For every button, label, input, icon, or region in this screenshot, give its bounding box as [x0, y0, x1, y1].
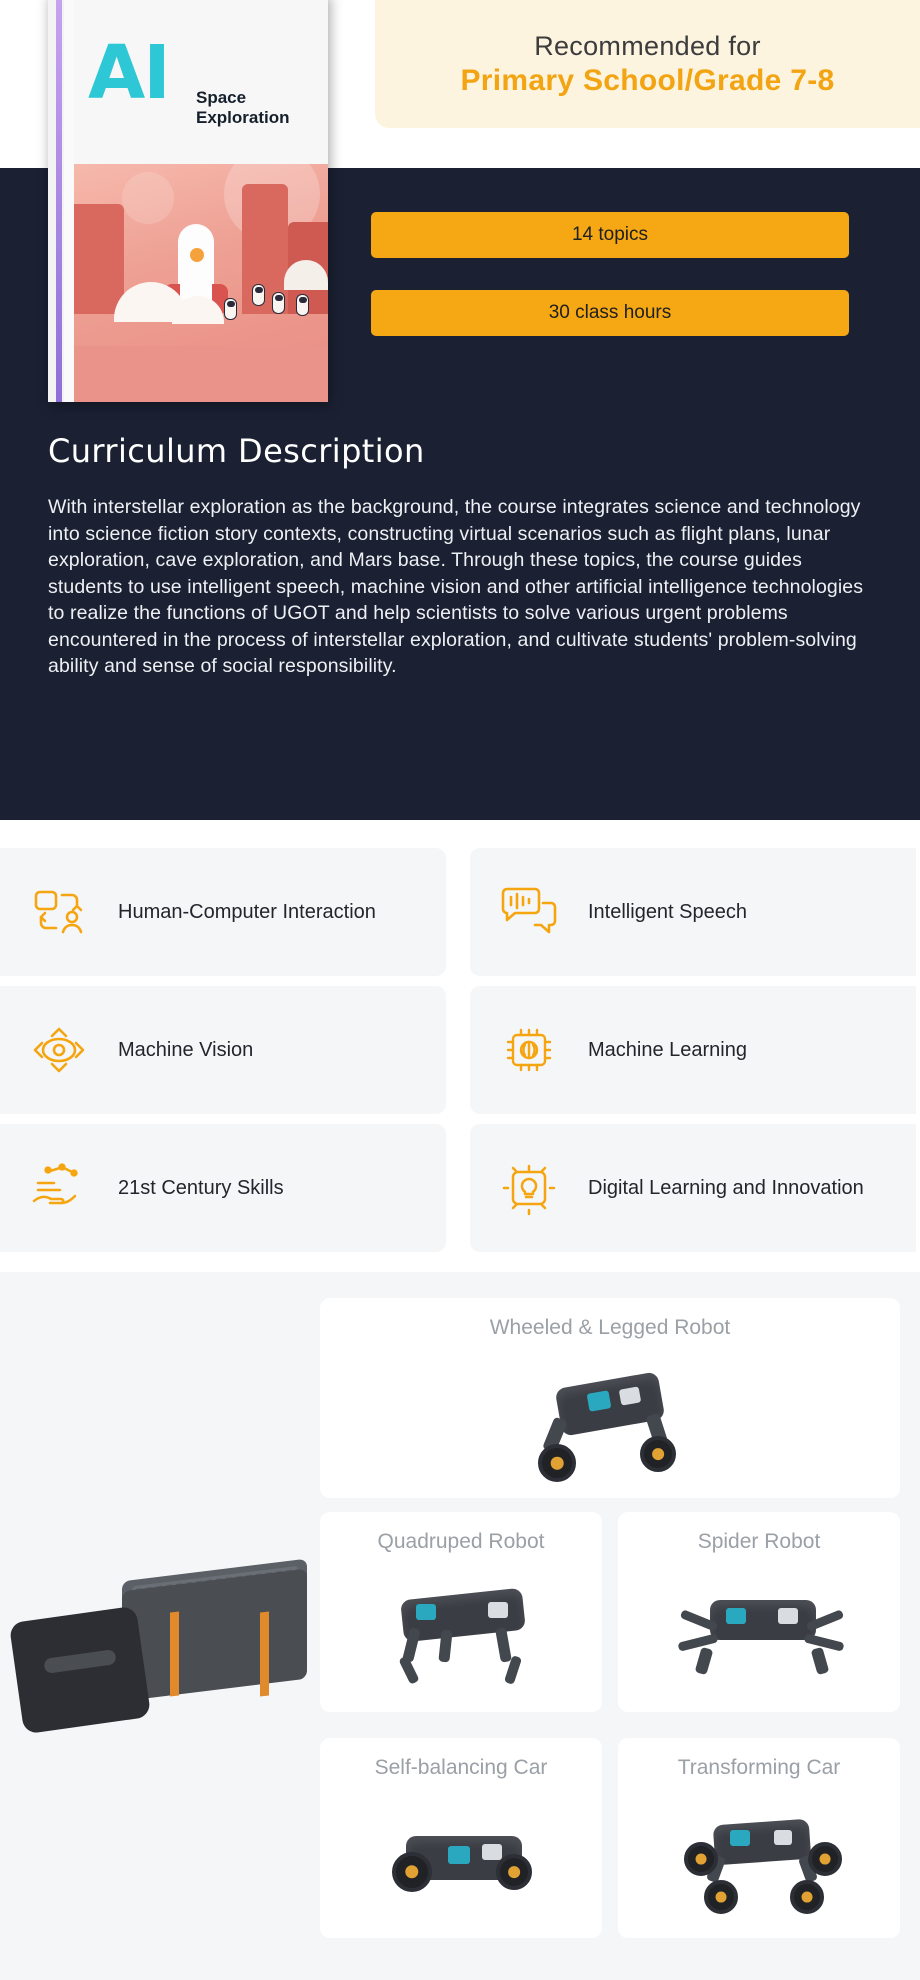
book-title-main: AI [88, 30, 169, 116]
quadruped-robot-image [320, 1570, 602, 1704]
robot-screen [416, 1604, 436, 1620]
robot-card-wheeled-legged[interactable] [320, 1298, 900, 1498]
robot-kit-box [10, 1562, 310, 1742]
speech-bubble-icon [470, 885, 588, 939]
robot-leg [695, 1647, 714, 1675]
robot-wheel [790, 1880, 824, 1914]
robot-display [488, 1602, 508, 1618]
chip-brain-icon [470, 1022, 588, 1078]
wheeled-legged-robot-image [320, 1356, 900, 1490]
robot-wheel [496, 1854, 532, 1890]
robot-card-title: Wheeled & Legged Robot [489, 1316, 731, 1339]
robot-leg [678, 1633, 719, 1651]
robot-display [482, 1844, 502, 1860]
kit-box-strap [260, 1611, 269, 1696]
feature-label: Digital Learning and Innovation [588, 1177, 864, 1199]
robot-wheel [392, 1852, 432, 1892]
robot-leg [811, 1647, 830, 1675]
robot-leg [398, 1655, 419, 1685]
feature-label: Machine Learning [588, 1039, 747, 1061]
robot-card-quadruped[interactable] [320, 1512, 602, 1712]
book-spine-gradient [56, 0, 62, 402]
robot-screen [448, 1846, 470, 1864]
recommended-label: Recommended for [534, 30, 761, 61]
book-cover-illustration [74, 164, 328, 402]
robot-screen [587, 1390, 612, 1412]
planet-small-icon [122, 172, 174, 224]
robot-display [774, 1830, 792, 1845]
feature-card-21st-century-skills[interactable] [0, 1124, 446, 1252]
robot-leg [804, 1633, 845, 1651]
feature-card-human-computer-interaction[interactable] [0, 848, 446, 976]
book-spine-edge [64, 0, 74, 402]
robot-card-title: Quadruped Robot [377, 1530, 545, 1553]
topics-count-pill [371, 212, 849, 258]
recommended-badge [375, 0, 920, 128]
robot-card-title: Transforming Car [677, 1756, 841, 1779]
robot-card-title: Self-balancing Car [374, 1756, 548, 1779]
curriculum-description-title: Curriculum Description [48, 432, 425, 470]
robot-wheel [684, 1842, 718, 1876]
class-hours-pill [371, 290, 849, 336]
rocket-window [190, 248, 204, 262]
robot-card-title: Spider Robot [697, 1530, 821, 1553]
self-balancing-car-image [320, 1796, 602, 1930]
robot-wheel [640, 1436, 676, 1472]
robot-wheel [808, 1842, 842, 1876]
hand-skills-icon [0, 1161, 118, 1215]
feature-label: 21st Century Skills [118, 1177, 284, 1199]
robot-display [619, 1386, 641, 1405]
curriculum-description-body: With interstellar exploration as the background, the course integrates science and technology into science fiction story contexts, constructing virtual scenarios such as flight plans, lunar exploration, cave exploration, and Mars base. Through these topics, the course guides students to use intelligent speech, machine vision and other artificial intelligence technologies to realize the functions of UGOT and help scientists to solve various urgent problems encountered in the process of interstellar exploration, and cultivate students' problem-solving ability and sense of social responsibility. [48, 496, 864, 677]
human-computer-interaction-icon [0, 886, 118, 938]
feature-card-machine-vision[interactable] [0, 986, 446, 1114]
lightbulb-idea-icon [470, 1160, 588, 1216]
mars-ground [74, 346, 328, 402]
astronaut-figure [224, 298, 237, 320]
robot-screen [726, 1608, 746, 1624]
robot-body [713, 1819, 812, 1866]
robot-display [778, 1608, 798, 1624]
robot-card-spider[interactable] [618, 1512, 900, 1712]
feature-label: Human-Computer Interaction [118, 901, 376, 923]
robot-screen [730, 1830, 750, 1846]
astronaut-figure [272, 292, 285, 314]
topics-count-label: 14 topics [571, 224, 649, 245]
features-section [0, 820, 920, 1250]
astronaut-figure [296, 294, 309, 316]
robot-leg [495, 1627, 512, 1662]
feature-label: Intelligent Speech [588, 901, 748, 923]
recommended-audience: Primary School/Grade 7-8 [460, 63, 835, 97]
kit-box-lid [9, 1606, 151, 1735]
feature-card-machine-learning[interactable] [470, 986, 916, 1114]
kit-box-body [122, 1569, 307, 1702]
feature-card-digital-learning-and-innovation[interactable] [470, 1124, 916, 1252]
robot-leg [438, 1630, 452, 1663]
book-title-sub: Space Exploration [196, 88, 290, 127]
eye-vision-icon [0, 1023, 118, 1077]
hero-section [0, 0, 920, 820]
rock-formation [74, 204, 124, 314]
robot-wheel [704, 1880, 738, 1914]
class-hours-label: 30 class hours [548, 302, 672, 323]
robot-forms-section [0, 1272, 920, 1980]
feature-label: Machine Vision [118, 1039, 254, 1061]
spider-robot-image [618, 1570, 900, 1704]
feature-card-intelligent-speech[interactable] [470, 848, 916, 976]
robot-card-self-balancing-car[interactable] [320, 1738, 602, 1938]
transforming-car-image [618, 1796, 900, 1930]
kit-box-strap [170, 1611, 179, 1696]
robot-card-transforming-car[interactable] [618, 1738, 900, 1938]
book-cover [48, 0, 328, 402]
robot-wheel [538, 1444, 576, 1482]
astronaut-figure [252, 284, 265, 306]
